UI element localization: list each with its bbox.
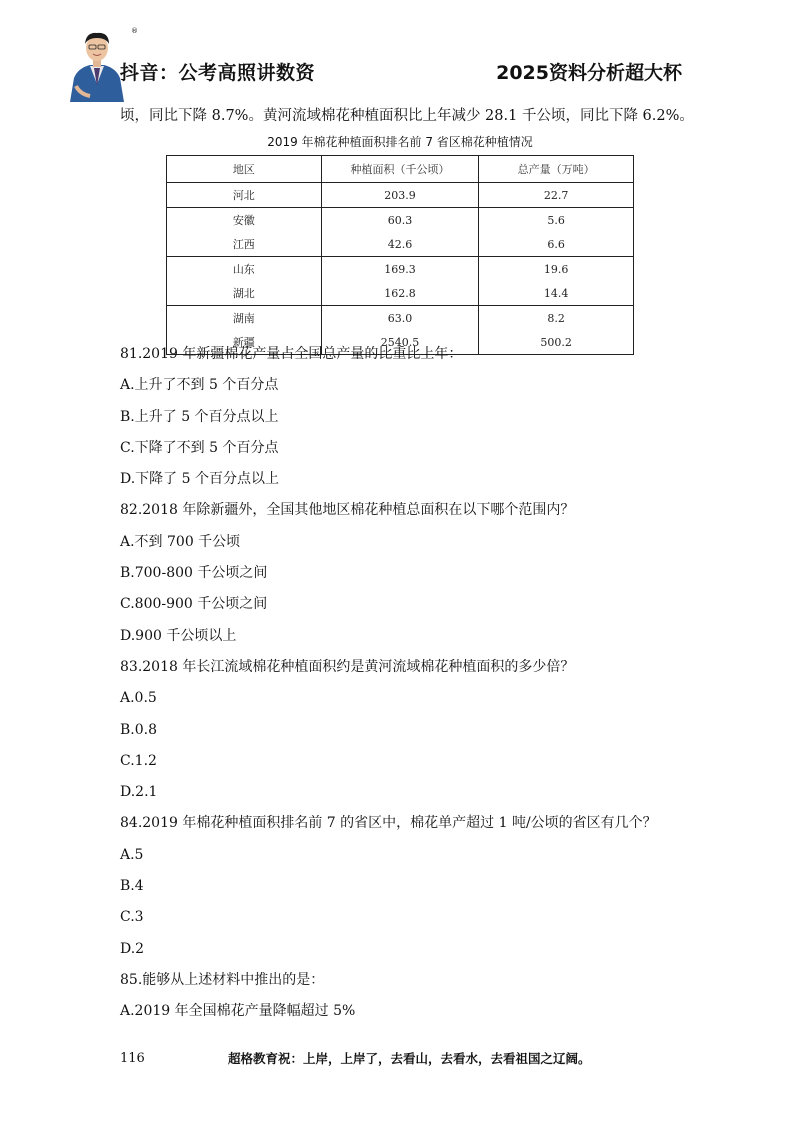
table-cell: 5.6 — [479, 208, 634, 233]
column-header: 地区 — [167, 156, 322, 183]
table-cell: 42.6 — [321, 232, 479, 257]
table-title: 2019 年棉花种植面积排名前 7 省区棉花种植情况 — [267, 135, 533, 149]
table-cell: 新疆 — [232, 336, 255, 349]
answer-option[interactable]: A.0.5 — [120, 690, 157, 707]
table-row — [167, 281, 634, 306]
question-stem: 85.能够从上述材料中推出的是： — [120, 971, 325, 988]
table-row — [167, 306, 634, 331]
table-cell: 6.6 — [479, 232, 634, 257]
page-header — [0, 0, 800, 110]
brand-title: 抖音：公考高照讲数资 — [120, 62, 316, 84]
table-cell: 8.2 — [479, 306, 634, 331]
answer-option[interactable]: D.下降了 5 个百分点以上 — [120, 471, 279, 488]
table-cell: 14.4 — [479, 281, 634, 306]
answer-option[interactable]: B.上升了 5 个百分点以上 — [120, 408, 279, 425]
answer-option[interactable]: D.900 千公顷以上 — [120, 627, 237, 644]
table-cell: 江西 — [167, 232, 322, 257]
registered-mark: ® — [131, 27, 138, 35]
answer-option[interactable]: A.上升了不到 5 个百分点 — [120, 377, 279, 394]
table-cell: 19.6 — [479, 257, 634, 282]
table-cell: 22.7 — [479, 183, 634, 208]
table-row — [167, 232, 634, 257]
answer-option[interactable]: C.3 — [120, 909, 144, 926]
table-header-row — [167, 156, 634, 183]
answer-option[interactable]: A.不到 700 千公顷 — [120, 533, 241, 550]
table-row — [167, 183, 634, 208]
answer-option[interactable]: C.800-900 千公顷之间 — [120, 596, 268, 613]
table-cell: 203.9 — [321, 183, 479, 208]
table-row — [167, 208, 634, 233]
course-title: 2025资料分析超大杯 — [496, 62, 682, 84]
table-cell: 60.3 — [321, 208, 479, 233]
column-header: 总产量（万吨） — [479, 156, 634, 183]
answer-option[interactable]: A.2019 年全国棉花产量降幅超过 5% — [120, 1003, 356, 1020]
question-stem: 83.2018 年长江流域棉花种植面积约是黄河流域棉花种植面积的多少倍？ — [120, 658, 575, 675]
table-cell: 63.0 — [321, 306, 479, 331]
answer-option[interactable]: B.4 — [120, 878, 144, 895]
answer-option[interactable]: B.0.8 — [120, 721, 158, 738]
table-cell: 169.3 — [321, 257, 479, 282]
table-cell: 500.2 — [479, 330, 634, 355]
answer-option[interactable]: D.2 — [120, 940, 145, 957]
table-cell: 安徽 — [232, 214, 255, 227]
table-cell: 河北 — [167, 183, 322, 208]
table-cell: 山东 — [232, 263, 255, 276]
footer-slogan: 超格教育祝：上岸，上岸了，去看山，去看水，去看祖国之辽阔。 — [228, 1051, 591, 1066]
answer-option[interactable]: D.2.1 — [120, 784, 158, 801]
answer-option[interactable]: B.700-800 千公顷之间 — [120, 565, 268, 582]
table-cell: 湖南 — [232, 312, 255, 325]
question-stem: 84.2019 年棉花种植面积排名前 7 的省区中，棉花单产超过 1 吨/公顷的省区有几个？ — [120, 815, 657, 832]
table-cell: 湖北 — [167, 281, 322, 306]
answer-option[interactable]: C.1.2 — [120, 752, 157, 769]
answer-option[interactable]: C.下降了不到 5 个百分点 — [120, 439, 279, 456]
question-list — [120, 345, 720, 1034]
table-cell: 2540.5 — [321, 330, 479, 355]
table-row — [167, 257, 634, 282]
presenter-avatar — [68, 28, 126, 102]
table-cell: 162.8 — [321, 281, 479, 306]
page-number: 116 — [120, 1051, 145, 1066]
cotton-table — [166, 155, 634, 355]
column-header: 种植面积（千公顷） — [321, 156, 479, 183]
answer-option[interactable]: A.5 — [120, 846, 144, 863]
intro-text: 顷，同比下降 8.7%。黄河流域棉花种植面积比上年减少 28.1 千公顷，同比下降 6.2%。 — [120, 108, 694, 124]
question-stem: 81.2019 年新疆棉花产量占全国总产量的比重比上年： — [120, 346, 463, 362]
question-stem: 82.2018 年除新疆外，全国其他地区棉花种植总面积在以下哪个范围内？ — [120, 502, 575, 519]
